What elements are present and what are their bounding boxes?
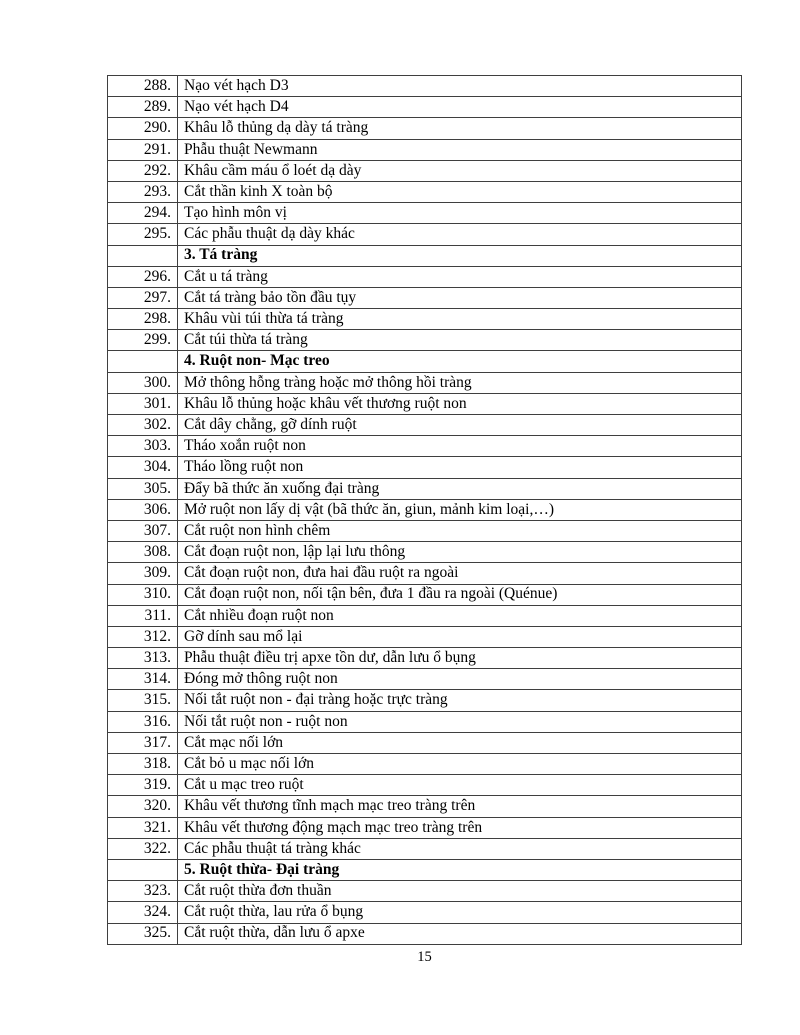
table-row	[108, 478, 742, 499]
row-number-cell: 313.	[108, 648, 178, 669]
table-row	[108, 160, 742, 181]
row-text-cell: Cắt thần kinh X toàn bộ	[178, 181, 742, 202]
row-number-cell: 296.	[108, 266, 178, 287]
row-number-cell: 290.	[108, 118, 178, 139]
row-text-cell: Mở ruột non lấy dị vật (bã thức ăn, giun, mảnh kim loại,…)	[178, 499, 742, 520]
table-row	[108, 76, 742, 97]
row-text-cell: Khâu vết thương tĩnh mạch mạc treo tràng trên	[178, 796, 742, 817]
table-row	[108, 181, 742, 202]
table-row	[108, 520, 742, 541]
row-text-cell: 4. Ruột non- Mạc treo	[178, 351, 742, 372]
row-text-cell: Cắt tá tràng bảo tồn đầu tụy	[178, 287, 742, 308]
row-text-cell: Cắt dây chằng, gỡ dính ruột	[178, 415, 742, 436]
row-number-cell: 317.	[108, 732, 178, 753]
row-number-cell: 306.	[108, 499, 178, 520]
table-row	[108, 563, 742, 584]
row-number-cell	[108, 245, 178, 266]
row-number-cell: 311.	[108, 605, 178, 626]
row-text-cell: Tháo xoắn ruột non	[178, 436, 742, 457]
table-row	[108, 669, 742, 690]
row-text-cell: Cắt u mạc treo ruột	[178, 775, 742, 796]
row-number-cell: 322.	[108, 838, 178, 859]
table-row	[108, 436, 742, 457]
table-row	[108, 817, 742, 838]
row-number-cell: 309.	[108, 563, 178, 584]
table-row	[108, 584, 742, 605]
row-text-cell: Cắt u tá tràng	[178, 266, 742, 287]
table-row	[108, 690, 742, 711]
table-row	[108, 605, 742, 626]
table-row	[108, 245, 742, 266]
procedure-table	[107, 75, 742, 945]
row-number-cell	[108, 351, 178, 372]
row-text-cell: Các phẫu thuật tá tràng khác	[178, 838, 742, 859]
table-row	[108, 203, 742, 224]
row-number-cell: 302.	[108, 415, 178, 436]
row-text-cell: Cắt nhiều đoạn ruột non	[178, 605, 742, 626]
row-text-cell: Cắt đoạn ruột non, đưa hai đầu ruột ra ngoài	[178, 563, 742, 584]
row-number-cell: 324.	[108, 902, 178, 923]
table-row	[108, 732, 742, 753]
row-text-cell: Phẫu thuật điều trị apxe tồn dư, dẫn lưu ổ bụng	[178, 648, 742, 669]
row-number-cell: 319.	[108, 775, 178, 796]
row-text-cell: Gỡ dính sau mổ lại	[178, 626, 742, 647]
row-text-cell: 5. Ruột thừa- Đại tràng	[178, 859, 742, 880]
row-number-cell: 314.	[108, 669, 178, 690]
row-text-cell: 3. Tá tràng	[178, 245, 742, 266]
row-number-cell: 299.	[108, 330, 178, 351]
row-number-cell: 310.	[108, 584, 178, 605]
table-row	[108, 796, 742, 817]
row-text-cell: Cắt ruột thừa, lau rửa ổ bụng	[178, 902, 742, 923]
table-row	[108, 542, 742, 563]
row-text-cell: Các phẫu thuật dạ dày khác	[178, 224, 742, 245]
row-number-cell: 320.	[108, 796, 178, 817]
row-text-cell: Nạo vét hạch D3	[178, 76, 742, 97]
row-number-cell: 297.	[108, 287, 178, 308]
row-number-cell: 304.	[108, 457, 178, 478]
table-row	[108, 330, 742, 351]
row-text-cell: Tạo hình môn vị	[178, 203, 742, 224]
row-number-cell: 308.	[108, 542, 178, 563]
row-text-cell: Nối tắt ruột non - đại tràng hoặc trực tràng	[178, 690, 742, 711]
row-number-cell: 301.	[108, 393, 178, 414]
row-number-cell: 316.	[108, 711, 178, 732]
row-text-cell: Cắt ruột thừa, dẫn lưu ổ apxe	[178, 923, 742, 944]
table-row	[108, 859, 742, 880]
row-text-cell: Cắt ruột non hình chêm	[178, 520, 742, 541]
row-text-cell: Cắt đoạn ruột non, lập lại lưu thông	[178, 542, 742, 563]
table-row	[108, 775, 742, 796]
table-row	[108, 393, 742, 414]
table-row	[108, 881, 742, 902]
table-row	[108, 309, 742, 330]
table-row	[108, 351, 742, 372]
row-number-cell: 298.	[108, 309, 178, 330]
table-row	[108, 266, 742, 287]
table-row	[108, 372, 742, 393]
row-text-cell: Khâu cầm máu ổ loét dạ dày	[178, 160, 742, 181]
row-text-cell: Cắt đoạn ruột non, nối tận bên, đưa 1 đầu ra ngoài (Quénue)	[178, 584, 742, 605]
row-number-cell: 315.	[108, 690, 178, 711]
table-row	[108, 139, 742, 160]
row-number-cell	[108, 859, 178, 880]
row-text-cell: Nạo vét hạch D4	[178, 97, 742, 118]
row-number-cell: 318.	[108, 754, 178, 775]
row-number-cell: 291.	[108, 139, 178, 160]
row-number-cell: 303.	[108, 436, 178, 457]
table-row	[108, 923, 742, 944]
row-number-cell: 323.	[108, 881, 178, 902]
row-text-cell: Phẫu thuật Newmann	[178, 139, 742, 160]
table-row	[108, 626, 742, 647]
row-text-cell: Cắt túi thừa tá tràng	[178, 330, 742, 351]
row-number-cell: 305.	[108, 478, 178, 499]
row-text-cell: Tháo lồng ruột non	[178, 457, 742, 478]
row-text-cell: Cắt ruột thừa đơn thuần	[178, 881, 742, 902]
row-text-cell: Mở thông hỗng tràng hoặc mở thông hồi tràng	[178, 372, 742, 393]
row-number-cell: 307.	[108, 520, 178, 541]
procedure-table-body	[108, 76, 742, 945]
table-row	[108, 97, 742, 118]
table-row	[108, 648, 742, 669]
row-text-cell: Cắt mạc nối lớn	[178, 732, 742, 753]
row-number-cell: 295.	[108, 224, 178, 245]
row-text-cell: Khâu lỗ thủng dạ dày tá tràng	[178, 118, 742, 139]
table-row	[108, 838, 742, 859]
row-text-cell: Cắt bỏ u mạc nối lớn	[178, 754, 742, 775]
row-number-cell: 294.	[108, 203, 178, 224]
row-text-cell: Khâu vùi túi thừa tá tràng	[178, 309, 742, 330]
table-row	[108, 902, 742, 923]
table-row	[108, 711, 742, 732]
row-text-cell: Đẩy bã thức ăn xuống đại tràng	[178, 478, 742, 499]
row-text-cell: Đóng mở thông ruột non	[178, 669, 742, 690]
row-number-cell: 312.	[108, 626, 178, 647]
row-number-cell: 288.	[108, 76, 178, 97]
row-text-cell: Nối tắt ruột non - ruột non	[178, 711, 742, 732]
table-row	[108, 287, 742, 308]
row-number-cell: 293.	[108, 181, 178, 202]
row-number-cell: 289.	[108, 97, 178, 118]
table-row	[108, 754, 742, 775]
page-number: 15	[417, 949, 432, 965]
table-row	[108, 224, 742, 245]
table-row	[108, 457, 742, 478]
row-number-cell: 292.	[108, 160, 178, 181]
row-number-cell: 300.	[108, 372, 178, 393]
table-row	[108, 118, 742, 139]
row-number-cell: 321.	[108, 817, 178, 838]
row-number-cell: 325.	[108, 923, 178, 944]
table-row	[108, 415, 742, 436]
row-text-cell: Khâu vết thương động mạch mạc treo tràng trên	[178, 817, 742, 838]
row-text-cell: Khâu lỗ thủng hoặc khâu vết thương ruột non	[178, 393, 742, 414]
table-row	[108, 499, 742, 520]
